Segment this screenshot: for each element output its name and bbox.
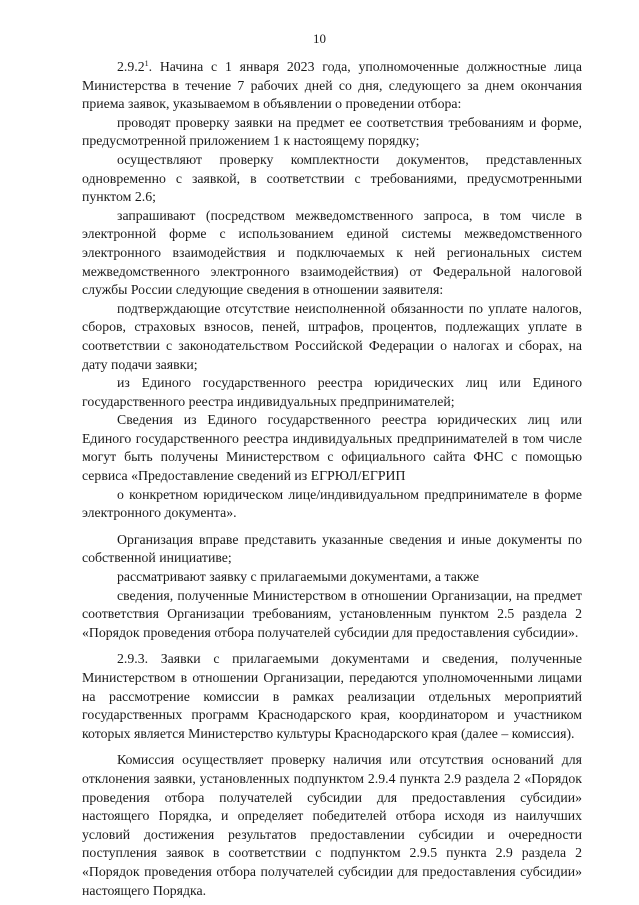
paragraph-review-application: рассматривают заявку с прилагаемыми документами, а также: [117, 569, 480, 585]
paragraph-2-9-3: 2.9.3. Заявки с прилагаемыми документами и сведения, полученные Министерством в отношении Организации, передаются уполномоченными лицами на рассмотрение комиссии в рамках реализации отдельных мероприятий государственных программ Краснодарского края, координатором и участником которых является Министерство культуры Краснодарского края (далее – комиссия).: [82, 651, 582, 741]
paragraph-registry: из Единого государственного реестра юридических лиц или Единого государственного реестра индивидуальных предпринимателей;: [82, 375, 582, 409]
paragraph-2-9-2: [82, 58, 582, 114]
paragraph-check-form: проводят проверку заявки на предмет ее соответствия требованиям и форме, предусмотренной приложением 1 к настоящему порядку;: [82, 114, 582, 149]
paragraph-ministry-info: сведения, полученные Министерством в отношении Организации, на предмет соответствия Организации требованиям, установленным пунктом 2.5 раздела 2 «Порядок проведения отбора получателей субсидии для предоставления субсидии».: [82, 587, 582, 640]
paragraph-commission: Комиссия осуществляет проверку наличия или отсутствия оснований для отклонения заявки, установленных подпунктом 2.9.4 пункта 2.9 раздела 2 «Порядок проведения отбора получателей субсидии для предоставления субсидии» настоящего Порядка, и определяет победителей отбора исходя из наилучших условий достижения результатов предоставлении субсидии и очередности поступления заявок в соответствии с подпунктом 2.9.5 пункта 2.9 раздела 2 «Порядок проведения отбора получателей субсидии для предоставления субсидии» настоящего Порядка.: [82, 752, 582, 898]
paragraph-registry-info: Сведения из Единого государственного реестра юридических лиц или Единого государственного реестра индивидуальных предпринимателей в том числе могут быть получены Министерством с официального сайта ФНС с помощью сервиса «Предоставление сведений из ЕГРЮЛ/ЕГРИП: [82, 412, 582, 484]
paragraph-request-info: запрашивают (посредством межведомственного запроса, в том числе в электронной форме с использованием единой системы межведомственного электронного взаимодействия и подключаемых к ней региональных систем межведомственного электронного взаимодействия) от Федеральной налоговой службы России следующие сведения в отношении заявителя:: [82, 207, 582, 298]
clause-text: . Начина с 1 января 2023 года, уполномоченные должностные лица Министерства в течение 7 рабочих дней со дня, следующего за днем окончания приема заявок, указываемом в объявлении о проведении отбора:: [82, 59, 582, 112]
document-body: [82, 58, 582, 900]
paragraph-tax-debt: подтверждающие отсутствие неисполненной обязанности по уплате налогов, сборов, страховых взносов, пеней, штрафов, процентов, подлежащих уплате в соответствии с законодательством Российской Федерации о налогах и сборах, на дату подачи заявки;: [82, 300, 582, 372]
paragraph-electronic-document: о конкретном юридическом лице/индивидуальном предпринимателе в форме электронного документа».: [82, 486, 582, 521]
paragraph-organization-right: Организация вправе представить указанные сведения и иные документы по собственной инициативе;: [82, 531, 582, 566]
clause-superscript: 1: [144, 59, 149, 68]
page-number: 10: [313, 31, 326, 46]
clause-number: 2.9.2: [117, 59, 145, 74]
paragraph-check-completeness: осуществляют проверку комплектности документов, представленных одновременно с заявкой, в соответствии с требованиями, предусмотренными пунктом 2.6;: [82, 151, 582, 205]
